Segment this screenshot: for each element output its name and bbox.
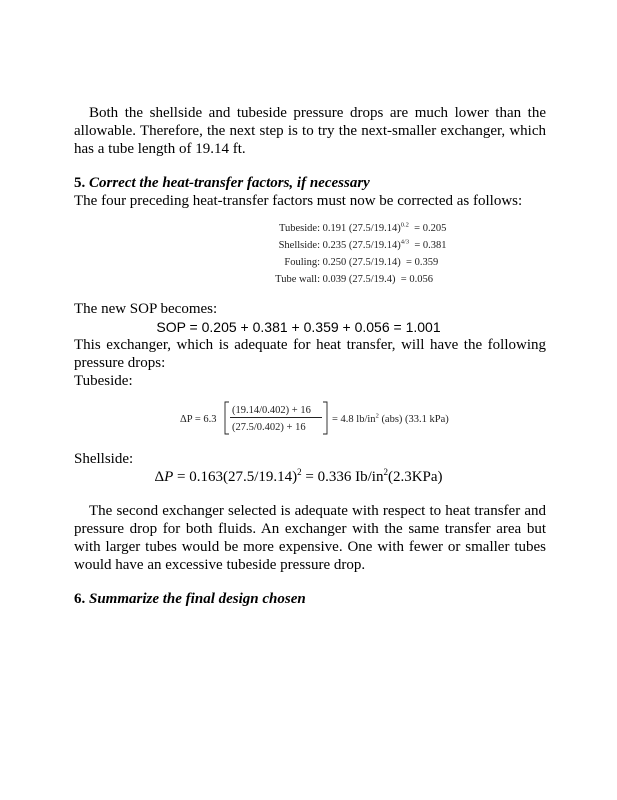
shellside-eq-body: = 0.163(27.5/19.14) (173, 469, 298, 485)
factor-label: Tube wall: (275, 274, 320, 285)
step5-paragraph: The four preceding heat-transfer factors must now be corrected as follows: (74, 193, 523, 209)
right-bracket (322, 401, 328, 435)
tubeside-eq-lhs: ΔP = 6.3 (180, 414, 217, 425)
factor-result: = 0.359 (406, 257, 439, 268)
factor-expr: 0.191 (27.5/19.14) (322, 223, 401, 234)
factor-exp: 4/3 (400, 238, 410, 246)
step5-title: Correct the heat-transfer factors, if necessary (89, 175, 370, 191)
step6-number: 6. (74, 591, 86, 607)
conclusion-paragraph: The second exchanger selected is adequate with respect to heat transfer and pressure drop for both fluids. An exchanger with the same transfer area but with larger tubes would be more expensive. One with fewer or smaller tubes would have an excessive tubeside pressure drop. (74, 503, 546, 573)
shellside-equation (0, 468, 607, 486)
tubeside-rhs (332, 411, 449, 429)
sop-intro: The new SOP becomes: (74, 301, 218, 317)
factor-row-fouling (284, 254, 439, 272)
factor-exp: 0.2 (400, 221, 409, 229)
factor-result: = 0.381 (414, 240, 447, 251)
tubeside-equation (180, 400, 480, 436)
tubeside-rhs-value: = 4.8 lb/in (332, 414, 376, 425)
factor-label: Shellside: (278, 240, 320, 251)
adequate-paragraph: This exchanger, which is adequate for heat transfer, will have the following pressure drops: (74, 337, 546, 371)
factor-result: = 0.056 (400, 274, 433, 285)
shellside-eq-exp: 2 (297, 467, 302, 477)
step5-heading (74, 174, 546, 192)
factor-label: Fouling: (284, 257, 320, 268)
tubeside-label: Tubeside: (74, 373, 133, 389)
factor-expr: 0.039 (27.5/19.4) (322, 274, 396, 285)
factor-expr: 0.250 (27.5/19.14) (322, 257, 401, 268)
tubeside-numerator: (19.14/0.402) + 16 (232, 405, 311, 416)
tubeside-denominator: (27.5/0.402) + 16 (232, 422, 306, 433)
step5-number: 5. (74, 175, 86, 191)
factor-result: = 0.205 (414, 223, 447, 234)
factor-label: Tubeside: (278, 223, 320, 234)
intro-paragraph: Both the shellside and tubeside pressure drops are much lower than the allowable. Therefore, the next step is to try the next-smaller exchanger, which has a tube length of 19.14 ft. (74, 105, 546, 157)
step6-title: Summarize the final design chosen (89, 591, 306, 607)
delta-symbol: Δ (154, 469, 165, 485)
left-bracket (224, 401, 230, 435)
factor-equations (275, 220, 520, 290)
shellside-eq-mid: = 0.336 Ib/in (301, 469, 384, 485)
tubeside-rhs-tail: (abs) (33.1 kPa) (378, 414, 449, 425)
shellside-eq-tail: (2.3KPa) (387, 469, 443, 485)
step6-heading (74, 590, 546, 608)
sop-equation: SOP = 0.205 + 0.381 + 0.359 + 0.056 = 1.001 (156, 319, 441, 335)
p-symbol: P (164, 469, 174, 485)
shellside-label: Shellside: (74, 451, 134, 467)
tubeside-rhs-exp: 2 (375, 412, 379, 420)
factor-row-tubeside (278, 220, 447, 238)
factor-row-tube-wall (275, 271, 433, 289)
shellside-eq-exp2: 2 (383, 467, 388, 477)
factor-row-shellside (278, 237, 447, 255)
fraction-bar (230, 417, 322, 418)
factor-expr: 0.235 (27.5/19.14) (322, 240, 401, 251)
